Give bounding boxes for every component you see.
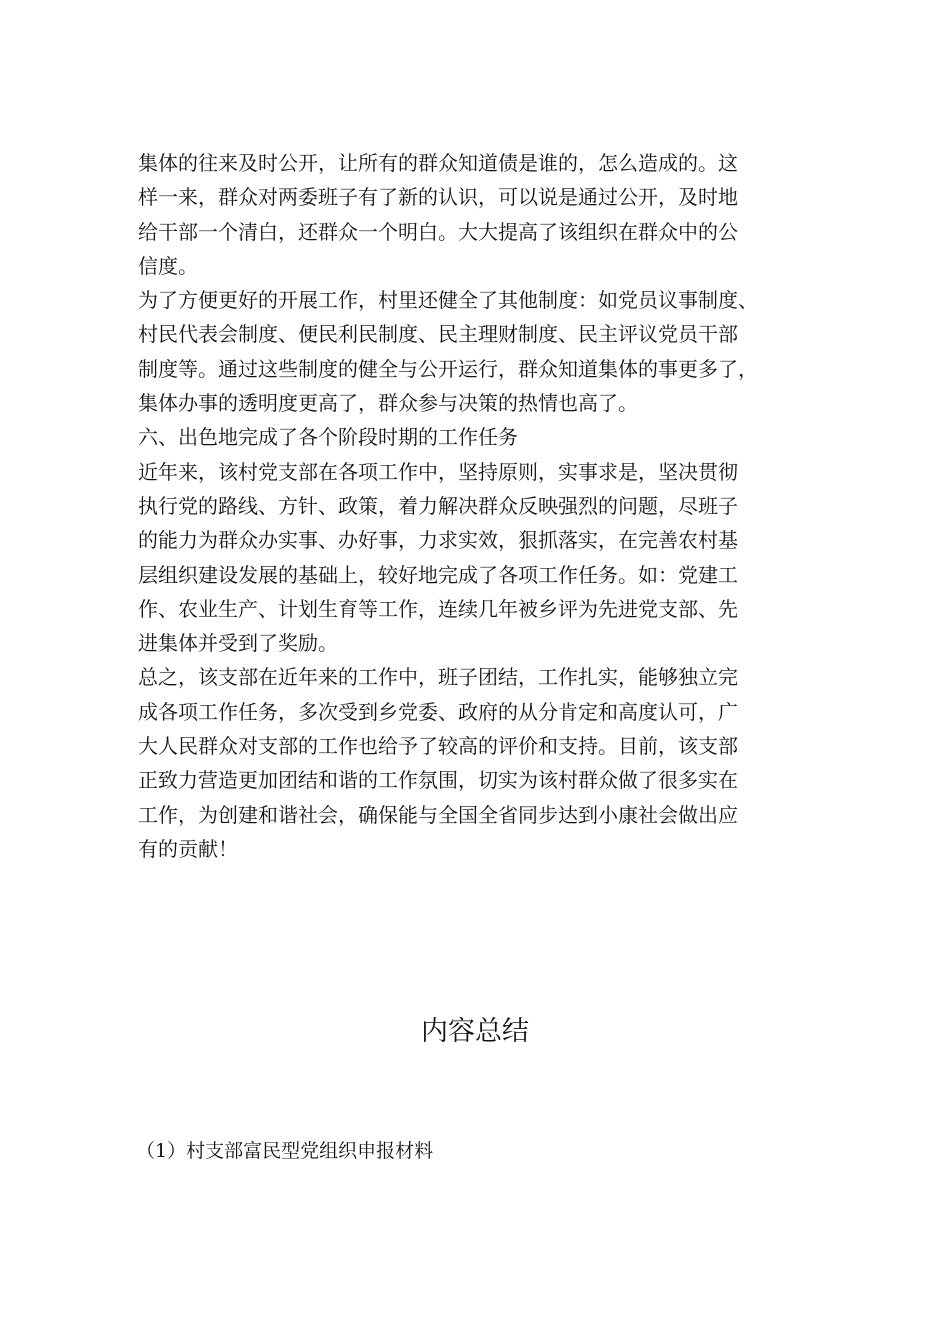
text-line: 工作，为创建和谐社会，确保能与全国全省同步达到小康社会做出应 bbox=[138, 802, 738, 827]
section-heading: 六、出色地完成了各个阶段时期的工作任务 bbox=[138, 425, 518, 450]
text-line: 执行党的路线、方针、政策，着力解决群众反映强烈的问题，尽班子 bbox=[138, 493, 738, 518]
text-line: 有的贡献！ bbox=[138, 836, 238, 861]
text-line: 集体的往来及时公开，让所有的群众知道债是谁的，怎么造成的。这 bbox=[138, 151, 738, 175]
text-line: 总之，该支部在近年来的工作中，班子团结，工作扎实，能够独立完 bbox=[138, 665, 738, 690]
text-line: 成各项工作任务，多次受到乡党委、政府的从分肯定和高度认可，广 bbox=[138, 699, 738, 724]
text-line: 近年来，该村党支部在各项工作中，坚持原则，实事求是，坚决贯彻 bbox=[138, 459, 738, 484]
text-line: 层组织建设发展的基础上，较好地完成了各项工作任务。如：党建工 bbox=[138, 562, 738, 587]
text-line: 样一来，群众对两委班子有了新的认识，可以说是通过公开，及时地 bbox=[138, 185, 738, 210]
text-line: 为了方便更好的开展工作，村里还健全了其他制度：如党员议事制度、 bbox=[138, 288, 758, 313]
text-line: 村民代表会制度、便民利民制度、民主理财制度、民主评议党员干部 bbox=[138, 322, 738, 347]
summary-title: 内容总结 bbox=[421, 1016, 529, 1047]
text-line: 集体办事的透明度更高了，群众参与决策的热情也高了。 bbox=[138, 391, 638, 416]
text-line: 给干部一个清白，还群众一个明白。大大提高了该组织在群众中的公 bbox=[138, 219, 738, 244]
text-line: 作、农业生产、计划生育等工作，连续几年被乡评为先进党支部、先 bbox=[138, 596, 738, 621]
text-line: 制度等。通过这些制度的健全与公开运行，群众知道集体的事更多了， bbox=[138, 356, 758, 381]
text-line: 进集体并受到了奖励。 bbox=[138, 631, 338, 656]
summary-item: （1）村支部富民型党组织申报材料 bbox=[136, 1140, 434, 1162]
text-line: 大人民群众对支部的工作也给予了较高的评价和支持。目前，该支部 bbox=[138, 734, 738, 759]
text-line: 正致力营造更加团结和谐的工作氛围，切实为该村群众做了很多实在 bbox=[138, 768, 738, 793]
body-text bbox=[138, 146, 828, 866]
text-line: 信度。 bbox=[138, 253, 198, 278]
text-line: 的能力为群众办实事、办好事，力求实效，狠抓落实，在完善农村基 bbox=[138, 528, 738, 553]
